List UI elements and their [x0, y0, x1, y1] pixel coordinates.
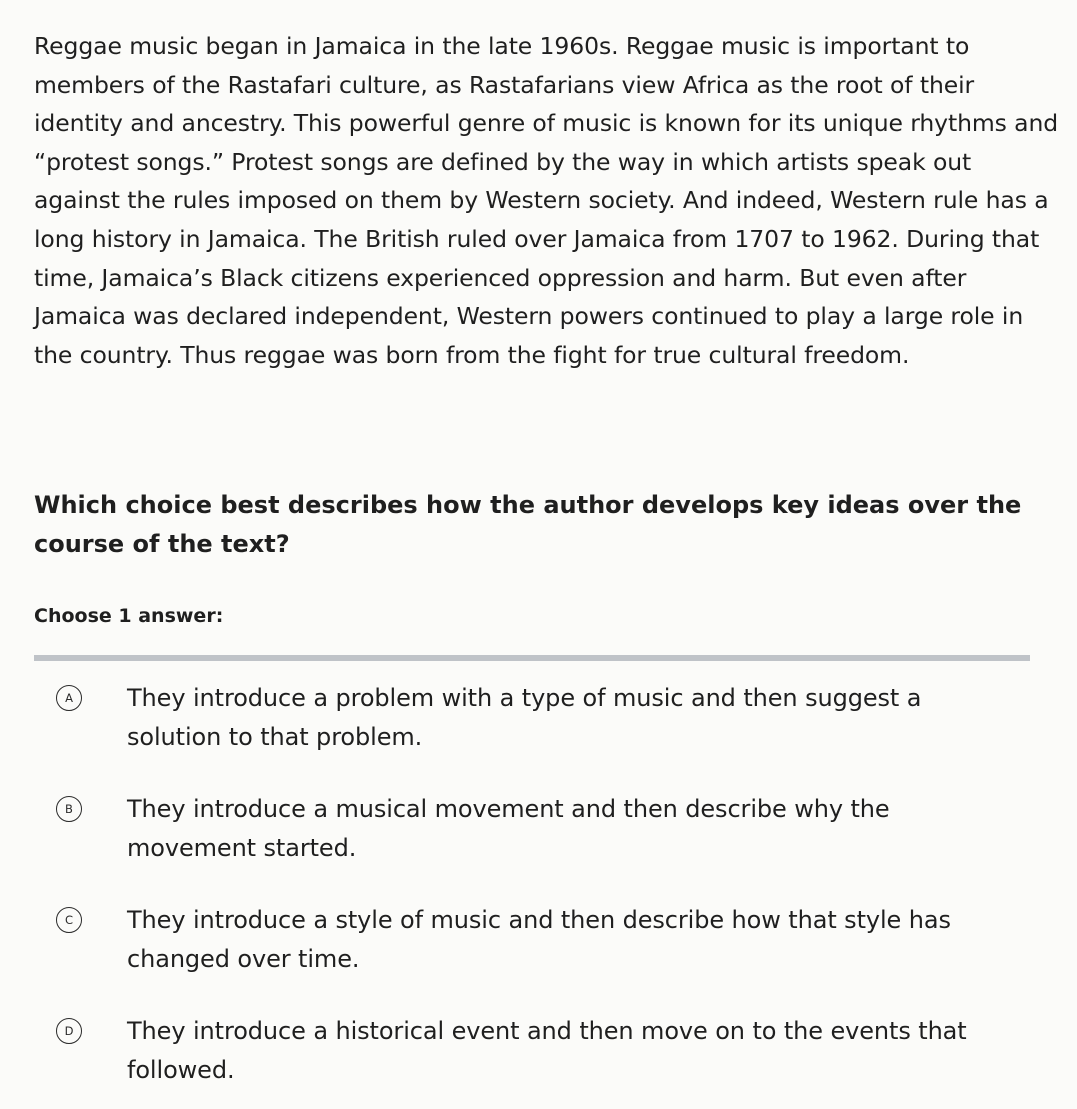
- choice-c-radio[interactable]: C: [56, 907, 82, 933]
- choice-a-radio[interactable]: A: [56, 685, 82, 711]
- choice-c-text: They introduce a style of music and then describe how that style has changed over time.: [127, 906, 951, 973]
- choice-d-radio[interactable]: D: [56, 1018, 82, 1044]
- passage-text: Reggae music began in Jamaica in the late 1960s. Reggae music is important to members of the Rastafari culture, as Rastafarians view Africa as the root of their identity and ancestry. This powerful genre of music is known for its unique rhythms and “protest songs.” Protest songs are defined by the way in which artists speak out against the rules imposed on them by Western society. And indeed, Western rule has a long history in Jamaica. The British ruled over Jamaica from 1707 to 1962. During that time, Jamaica’s Black citizens experienced oppression and harm. But even after Jamaica was declared independent, Western powers continued to play a large role in the country. Thus reggae was born from the fight for true cultural freedom.: [34, 32, 1059, 369]
- choice-a-text: They introduce a problem with a type of music and then suggest a solution to that problem.: [127, 684, 922, 751]
- choice-b-text: They introduce a musical movement and then describe why the movement started.: [127, 795, 890, 862]
- choice-d-text: They introduce a historical event and then move on to the events that followed.: [127, 1017, 967, 1084]
- divider: [34, 655, 1030, 661]
- question-prompt: Which choice best describes how the author develops key ideas over the course of the text?: [34, 491, 1022, 558]
- choice-b-radio[interactable]: B: [56, 796, 82, 822]
- choose-answer-instruction: Choose 1 answer:: [34, 605, 224, 627]
